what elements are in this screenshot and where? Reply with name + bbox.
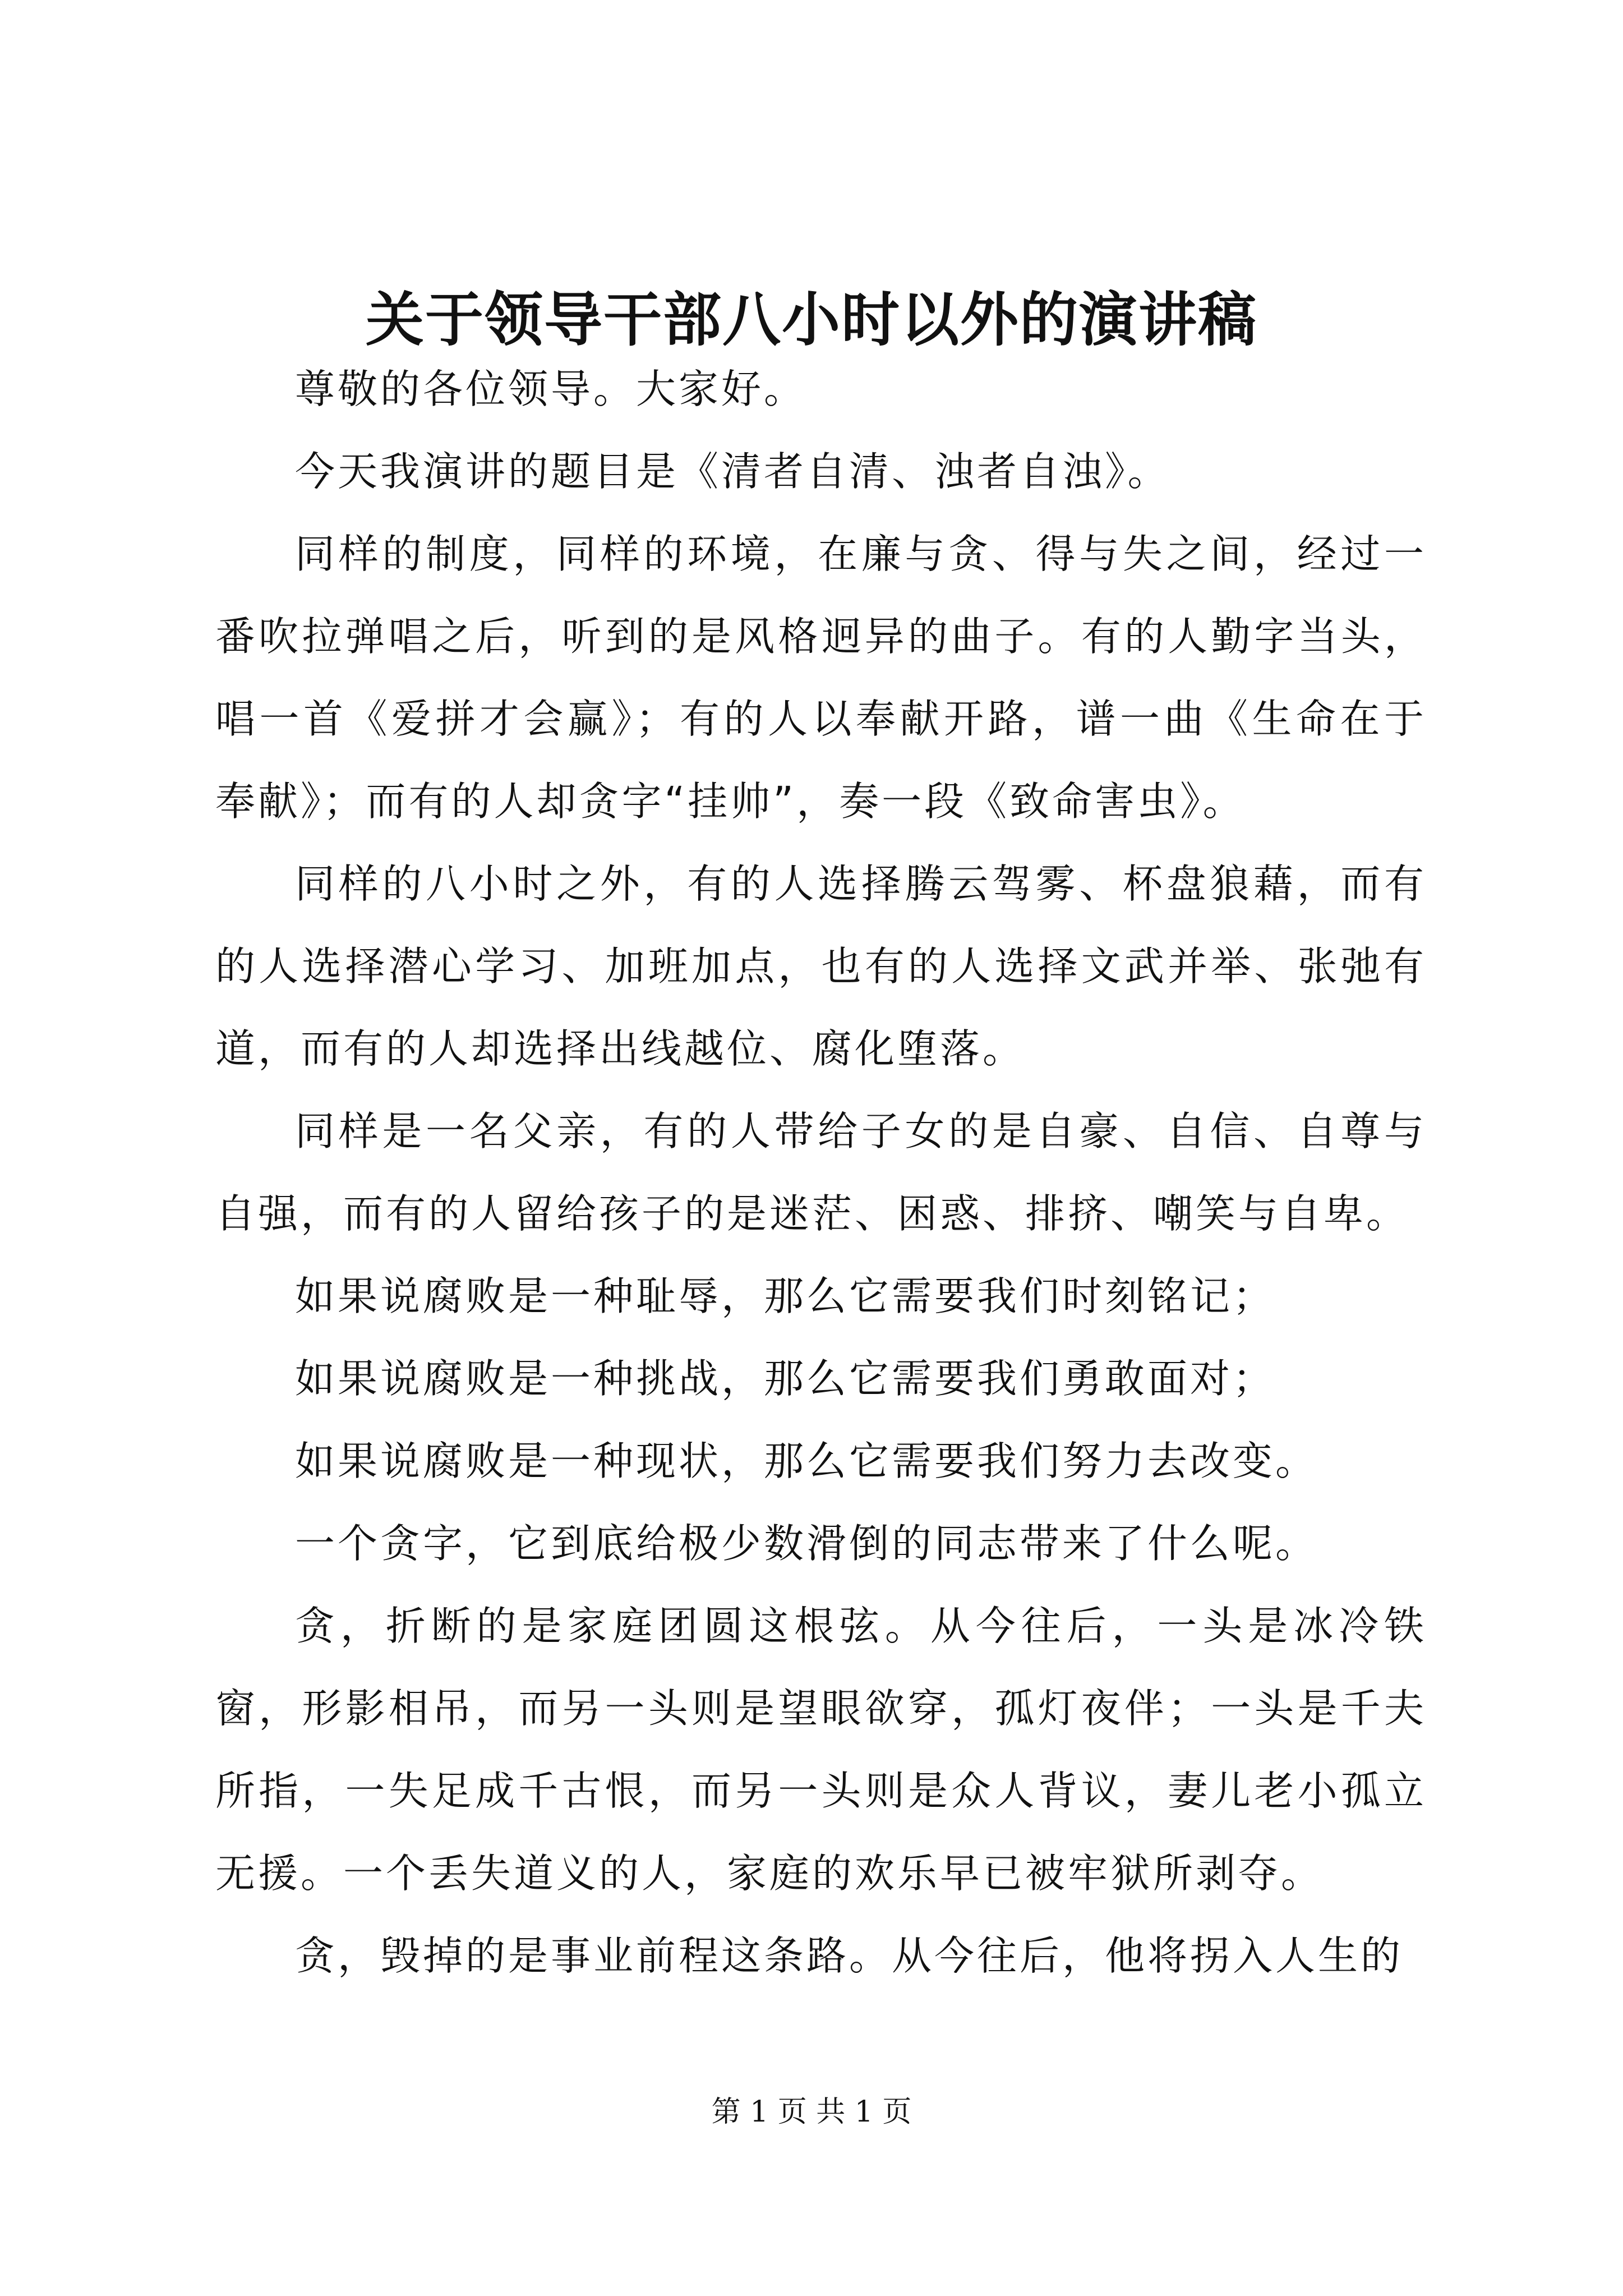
paragraph: 如果说腐败是一种耻辱，那么它需要我们时刻铭记； xyxy=(295,1273,1276,1319)
paragraph: 同样是一名父亲，有的人带给子女的是自豪、自信、自尊与自强，而有的人留给孩子的是迷茫、困惑、排挤、嘲笑与自卑。 xyxy=(215,1108,1427,1237)
paragraph: 贪，毁掉的是事业前程这条路。从今往后，他将拐入人生的 xyxy=(295,1932,1404,1979)
page-number-footer: 第 1 页 共 1 页 xyxy=(711,2095,912,2129)
document-title: 关于领导干部八小时以外的演讲稿 xyxy=(365,285,1257,354)
paragraph: 一个贪字，它到底给极少数滑倒的同志带来了什么呢。 xyxy=(295,1520,1318,1567)
paragraph: 同样的制度，同样的环境，在廉与贪、得与失之间，经过一番吹拉弹唱之后，听到的是风格迥异的曲子。有的人勤字当头，唱一首《爱拼才会赢》；有的人以奉献开路，谱一曲《生命在于奉献》；而有的人却贪字“挂帅”，奏一段《致命害虫》。 xyxy=(215,531,1427,825)
paragraph: 同样的八小时之外，有的人选择腾云驾雾、杯盘狼藉，而有的人选择潜心学习、加班加点，也有的人选择文武并举、张弛有道，而有的人却选择出线越位、腐化堕落。 xyxy=(215,861,1427,1072)
paragraph: 如果说腐败是一种挑战，那么它需要我们勇敢面对； xyxy=(295,1355,1276,1402)
paragraph: 今天我演讲的题目是《清者自清、浊者自浊》。 xyxy=(295,448,1170,495)
paragraph: 如果说腐败是一种现状，那么它需要我们努力去改变。 xyxy=(295,1438,1318,1484)
paragraph: 贪，折断的是家庭团圆这根弦。从今往后，一头是冰冷铁窗，形影相吊，而另一头则是望眼欲穿，孤灯夜伴；一头是千夫所指，一失足成千古恨，而另一头则是众人背议，妻儿老小孤立无援。一个丢失道义的人，家庭的欢乐早已被牢狱所剥夺。 xyxy=(215,1603,1427,1897)
paragraph: 尊敬的各位领导。大家好。 xyxy=(295,366,807,412)
document-body xyxy=(215,348,1427,1997)
